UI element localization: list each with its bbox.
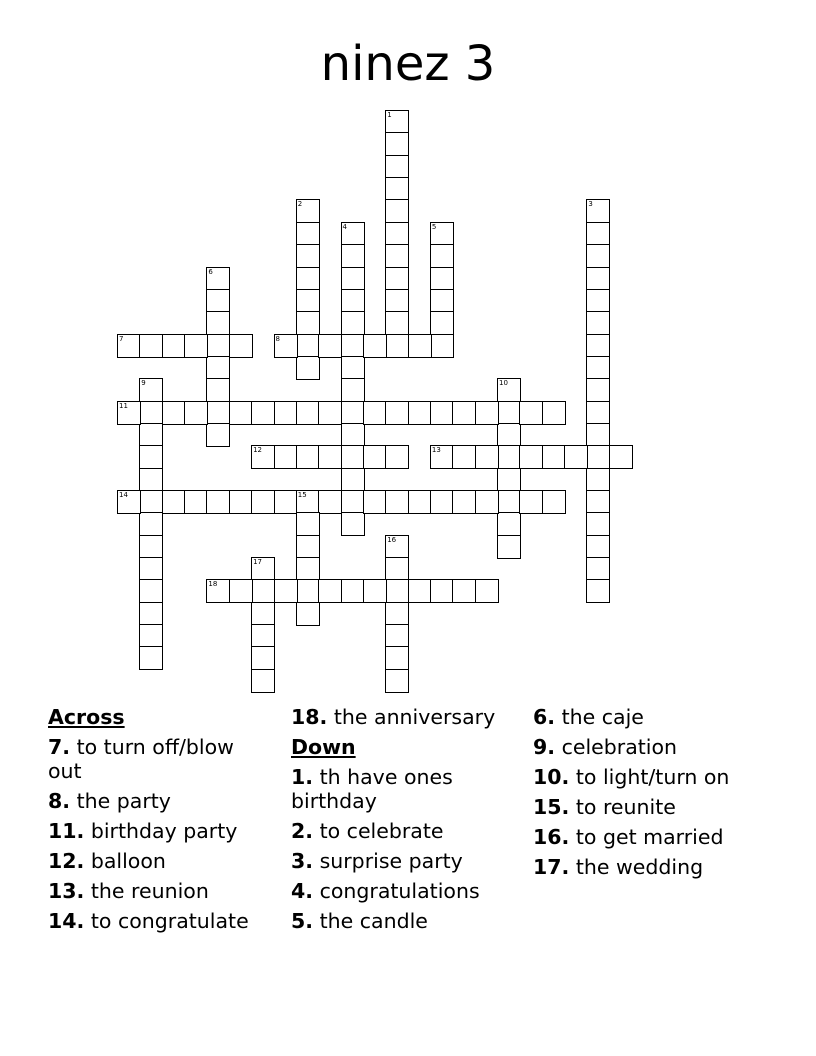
clue-text: to congratulate: [84, 909, 249, 933]
grid-cell: [139, 646, 163, 670]
clue-number: 16.: [533, 825, 570, 849]
grid-cell: [251, 602, 275, 626]
grid-cell: [251, 401, 275, 425]
grid-cell: [139, 468, 163, 492]
clue-text: celebration: [555, 735, 678, 759]
clue-item: [48, 819, 273, 843]
clue-item: [48, 879, 273, 903]
grid-cell: [139, 445, 163, 469]
grid-cell: [519, 401, 543, 425]
grid-cell: [341, 579, 365, 603]
grid-cell: [296, 334, 320, 358]
grid-cell: [385, 445, 409, 469]
clue-item: [533, 765, 763, 789]
grid-cell: [542, 401, 566, 425]
grid-cell: [296, 356, 320, 380]
clue-text: surprise party: [313, 849, 463, 873]
grid-cell: [341, 423, 365, 447]
clue-number: 4.: [291, 879, 314, 903]
grid-cell: [274, 490, 298, 514]
grid-cell: [274, 579, 298, 603]
clue-text: the candle: [313, 909, 428, 933]
grid-cell: [586, 267, 610, 291]
grid-cell: [497, 490, 521, 514]
grid-cell: [206, 311, 230, 335]
grid-cell: [318, 490, 342, 514]
clue-text: birthday party: [84, 819, 238, 843]
grid-cell: [139, 334, 163, 358]
grid-cell: [497, 401, 521, 425]
grid-cell: [586, 199, 610, 223]
clue-text: to turn off/blow out: [48, 735, 234, 783]
grid-cell: [430, 445, 454, 469]
grid-cell: [341, 356, 365, 380]
grid-cell: [296, 535, 320, 559]
grid-cell: [542, 445, 566, 469]
grid-cell: [586, 557, 610, 581]
grid-cell: [542, 490, 566, 514]
grid-cell: [229, 401, 253, 425]
clue-item: [533, 825, 763, 849]
clue-text: balloon: [84, 849, 166, 873]
grid-cell: [206, 579, 230, 603]
down-clue-list: [291, 765, 521, 933]
grid-cell: [452, 579, 476, 603]
grid-cell: [139, 423, 163, 447]
grid-cell: [206, 356, 230, 380]
clue-number: 13: [431, 446, 441, 455]
clue-text: the reunion: [84, 879, 209, 903]
clue-number: 7: [119, 334, 124, 343]
grid-cell: [363, 401, 387, 425]
grid-cell: [162, 401, 186, 425]
grid-cell: [251, 624, 275, 648]
grid-cell: [586, 579, 610, 603]
clue-item: [48, 849, 273, 873]
grid-cell: [341, 445, 365, 469]
clue-item: [533, 705, 763, 729]
grid-cell: [341, 222, 365, 246]
grid-cell: [475, 445, 499, 469]
clue-number: 17.: [533, 855, 570, 879]
grid-cell: [296, 244, 320, 268]
clue-number: 1.: [291, 765, 314, 789]
clue-item: [291, 849, 521, 873]
grid-cell: [385, 222, 409, 246]
down-clue-list-continued: [533, 705, 763, 879]
clue-number: 11: [119, 401, 128, 410]
grid-cell: [318, 579, 342, 603]
clue-number: 10: [499, 379, 508, 388]
grid-cell: [586, 468, 610, 492]
grid-cell: [139, 535, 163, 559]
grid-cell: [452, 445, 476, 469]
grid-cell: [385, 110, 409, 134]
grid-cell: [296, 401, 320, 425]
grid-cell: [586, 423, 610, 447]
grid-cell: [385, 244, 409, 268]
grid-cell: [206, 378, 230, 402]
grid-cell: [497, 468, 521, 492]
grid-cell: [385, 535, 409, 559]
grid-cell: [296, 512, 320, 536]
grid-cell: [184, 490, 208, 514]
grid-cell: [385, 646, 409, 670]
grid-cell: [385, 334, 409, 358]
grid-cell: [341, 468, 365, 492]
clue-column-1: [48, 705, 273, 939]
puzzle-title: ninez 3: [320, 36, 496, 92]
clue-number: 2.: [291, 819, 314, 843]
clue-item: [48, 735, 273, 783]
grid-cell: [162, 334, 186, 358]
grid-cell: [296, 199, 320, 223]
grid-cell: [363, 490, 387, 514]
grid-cell: [497, 378, 521, 402]
grid-cell: [519, 445, 543, 469]
across-clue-list: [48, 735, 273, 933]
clue-number: 5: [431, 222, 437, 231]
clue-item: [291, 879, 521, 903]
grid-cell: [430, 311, 454, 335]
grid-cell: [586, 244, 610, 268]
grid-cell: [586, 512, 610, 536]
grid-cell: [296, 579, 320, 603]
clue-number: 15: [297, 491, 307, 499]
grid-cell: [430, 334, 454, 358]
grid-cell: [206, 401, 230, 425]
grid-cell: [139, 401, 163, 425]
clue-number: 6: [208, 267, 213, 276]
grid-cell: [296, 267, 320, 291]
grid-cell: [139, 624, 163, 648]
grid-cell: [206, 423, 230, 447]
grid-cell: [139, 490, 163, 514]
grid-cell: [385, 289, 409, 313]
clue-text: the party: [70, 789, 171, 813]
grid-cell: [385, 155, 409, 179]
grid-cell: [274, 401, 298, 425]
grid-cell: [430, 490, 454, 514]
grid-cell: [497, 512, 521, 536]
clue-number: 9: [141, 379, 146, 388]
grid-cell: [430, 222, 454, 246]
grid-cell: [586, 356, 610, 380]
grid-cell: [229, 579, 253, 603]
grid-cell: [296, 602, 320, 626]
clue-number: 3.: [291, 849, 314, 873]
clue-number: 6.: [533, 705, 556, 729]
grid-cell: [430, 289, 454, 313]
clue-number: 11.: [48, 819, 85, 843]
grid-cell: [274, 445, 298, 469]
clue-item: [533, 795, 763, 819]
clue-number: 18: [208, 580, 218, 589]
clue-text: the caje: [555, 705, 644, 729]
grid-cell: [117, 334, 141, 358]
grid-cell: [586, 535, 610, 559]
clue-number: 17: [253, 558, 263, 566]
grid-cell: [341, 512, 365, 536]
down-heading: Down: [291, 735, 356, 759]
grid-cell: [452, 401, 476, 425]
grid-cell: [296, 222, 320, 246]
grid-cell: [341, 490, 365, 514]
grid-cell: [184, 334, 208, 358]
clue-number: 15.: [533, 795, 570, 819]
clue-column-3: [533, 705, 763, 885]
clue-number: 7.: [48, 735, 71, 759]
grid-cell: [586, 378, 610, 402]
clue-number: 16: [387, 535, 397, 544]
grid-cell: [139, 512, 163, 536]
grid-cell: [251, 490, 275, 514]
grid-cell: [341, 334, 365, 358]
grid-cell: [251, 646, 275, 670]
grid-cell: [251, 557, 275, 581]
clue-item: [533, 735, 763, 759]
clue-text: to get married: [569, 825, 724, 849]
grid-cell: [586, 490, 610, 514]
grid-cell: [586, 334, 610, 358]
grid-cell: [385, 669, 409, 693]
grid-cell: [497, 535, 521, 559]
grid-cell: [229, 334, 253, 358]
clue-item: [48, 789, 273, 813]
grid-cell: [609, 445, 633, 469]
grid-cell: [341, 267, 365, 291]
grid-cell: [341, 244, 365, 268]
grid-cell: [206, 490, 230, 514]
grid-cell: [251, 669, 275, 693]
grid-cell: [139, 378, 163, 402]
grid-cell: [408, 579, 432, 603]
grid-cell: [408, 401, 432, 425]
grid-cell: [564, 445, 588, 469]
grid-cell: [363, 445, 387, 469]
grid-cell: [497, 423, 521, 447]
grid-cell: [475, 401, 499, 425]
clue-number: 12.: [48, 849, 85, 873]
clue-number: 8.: [48, 789, 71, 813]
grid-cell: [341, 311, 365, 335]
grid-cell: [363, 579, 387, 603]
clue-column-2: [291, 705, 521, 939]
grid-cell: [385, 557, 409, 581]
grid-cell: [385, 311, 409, 335]
grid-cell: [296, 311, 320, 335]
grid-cell: [385, 602, 409, 626]
grid-cell: [318, 445, 342, 469]
grid-cell: [296, 557, 320, 581]
grid-cell: [206, 289, 230, 313]
grid-cell: [117, 490, 141, 514]
grid-cell: [408, 334, 432, 358]
grid-cell: [586, 311, 610, 335]
clue-number: 10.: [533, 765, 570, 789]
grid-cell: [475, 579, 499, 603]
clue-number: 1: [387, 111, 392, 119]
grid-cell: [385, 624, 409, 648]
clue-number: 5.: [291, 909, 314, 933]
grid-cell: [385, 177, 409, 201]
grid-cell: [318, 401, 342, 425]
grid-cell: [519, 490, 543, 514]
grid-cell: [296, 445, 320, 469]
grid-cell: [139, 579, 163, 603]
clue-number: 4: [342, 222, 347, 231]
clue-item: [291, 705, 521, 729]
grid-cell: [408, 490, 432, 514]
clue-item: [291, 819, 521, 843]
grid-cell: [341, 401, 365, 425]
grid-cell: [385, 132, 409, 156]
grid-cell: [341, 289, 365, 313]
clue-item: [291, 765, 521, 813]
clue-number: 8: [275, 334, 280, 343]
grid-cell: [430, 401, 454, 425]
grid-cell: [385, 579, 409, 603]
clue-item: [533, 855, 763, 879]
clue-number: 2: [297, 200, 303, 209]
clue-text: to light/turn on: [569, 765, 730, 789]
clue-number: 3: [588, 200, 593, 209]
grid-cell: [251, 579, 275, 603]
clue-number: 14: [119, 491, 128, 499]
grid-cell: [363, 334, 387, 358]
grid-cell: [586, 445, 610, 469]
grid-cell: [385, 267, 409, 291]
clue-number: 18.: [291, 705, 328, 729]
grid-cell: [586, 289, 610, 313]
clue-text: the wedding: [569, 855, 704, 879]
grid-cell: [475, 490, 499, 514]
grid-cell: [206, 267, 230, 291]
clue-number: 13.: [48, 879, 85, 903]
grid-cell: [296, 289, 320, 313]
grid-cell: [341, 378, 365, 402]
grid-cell: [162, 490, 186, 514]
clue-number: 14.: [48, 909, 85, 933]
grid-cell: [229, 490, 253, 514]
grid-cell: [385, 401, 409, 425]
clue-text: to celebrate: [313, 819, 444, 843]
grid-cell: [385, 490, 409, 514]
clue-text: the anniversary: [327, 705, 496, 729]
grid-cell: [206, 334, 230, 358]
grid-cell: [139, 602, 163, 626]
grid-cell: [452, 490, 476, 514]
grid-cell: [274, 334, 298, 358]
grid-cell: [139, 557, 163, 581]
grid-cell: [586, 401, 610, 425]
clue-number: 12: [253, 446, 263, 455]
grid-cell: [184, 401, 208, 425]
grid-cell: [430, 579, 454, 603]
grid-cell: [430, 244, 454, 268]
grid-cell: [497, 445, 521, 469]
clue-number: 9.: [533, 735, 556, 759]
clue-text: th have ones birthday: [291, 765, 453, 813]
across-heading: Across: [48, 705, 125, 729]
across-clue-list-continued: [291, 705, 521, 729]
grid-cell: [430, 267, 454, 291]
clue-item: [48, 909, 273, 933]
clue-text: congratulations: [313, 879, 480, 903]
clue-item: [291, 909, 521, 933]
grid-cell: [385, 199, 409, 223]
grid-cell: [318, 334, 342, 358]
clue-text: to reunite: [569, 795, 676, 819]
grid-cell: [251, 445, 275, 469]
grid-cell: [296, 490, 320, 514]
grid-cell: [586, 222, 610, 246]
grid-cell: [117, 401, 141, 425]
